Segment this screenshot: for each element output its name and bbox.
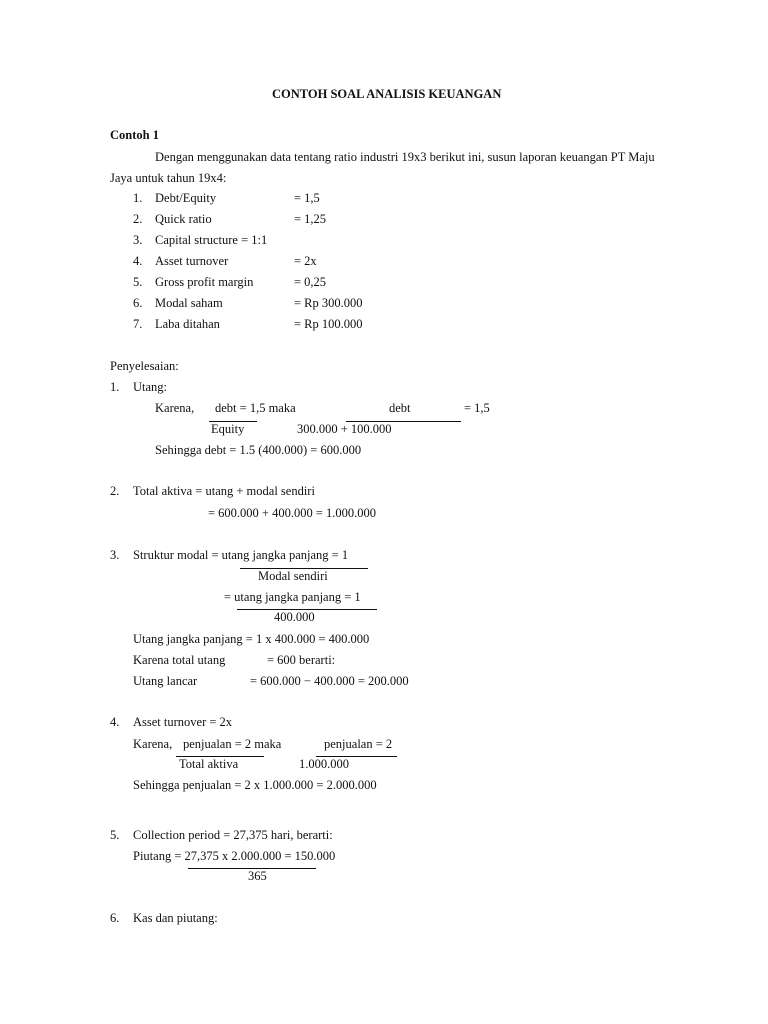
list-item-label: Gross profit margin <box>155 275 254 289</box>
list-item-value: = Rp 100.000 <box>294 317 363 331</box>
step-4-fraction-1-denominator: Total aktiva <box>179 757 239 771</box>
step-5-line-2: Piutang = 27,375 x 2.000.000 = 150.000 <box>133 849 336 863</box>
list-item-number: 6. <box>133 296 143 310</box>
step-number: 6. <box>110 911 120 925</box>
list-item-value: = 1,5 <box>294 191 320 205</box>
step-4-karena: Karena, <box>133 737 173 751</box>
list-item-label: Debt/Equity <box>155 191 217 205</box>
step-1-fraction-2-denominator: 300.000 + 100.000 <box>297 422 392 436</box>
step-number: 4. <box>110 715 120 729</box>
list-item-value: = 0,25 <box>294 275 327 289</box>
list-item-label: Capital structure = 1:1 <box>155 233 268 247</box>
step-5-line-1: Collection period = 27,375 hari, berarti: <box>133 828 333 842</box>
list-item-number: 5. <box>133 275 143 289</box>
list-item-number: 2. <box>133 212 143 226</box>
step-4-result: Sehingga penjualan = 2 x 1.000.000 = 2.000.000 <box>133 778 377 792</box>
list-item-number: 7. <box>133 317 143 331</box>
step-6-line-1: Kas dan piutang: <box>133 911 218 925</box>
list-item-number: 1. <box>133 191 143 205</box>
step-number: 3. <box>110 548 120 562</box>
step-4-line-1: Asset turnover = 2x <box>133 715 233 729</box>
step-3-line-4-label: Karena total utang <box>133 653 226 667</box>
list-item-label: Laba ditahan <box>155 317 220 331</box>
step-3-denominator-2: 400.000 <box>274 610 315 624</box>
step-4-fraction-2-numerator: penjualan = 2 <box>324 737 393 751</box>
list-item-value: = Rp 300.000 <box>294 296 363 310</box>
step-number: 5. <box>110 828 120 842</box>
step-1-fraction-1-denominator: Equity <box>211 422 245 436</box>
step-number: 1. <box>110 380 120 394</box>
step-1-fraction-2-equals: = 1,5 <box>464 401 490 415</box>
list-item-label: Modal saham <box>155 296 223 310</box>
step-2-line-2: = 600.000 + 400.000 = 1.000.000 <box>208 506 377 520</box>
step-3-line-1: Struktur modal = utang jangka panjang = 1 <box>133 548 349 562</box>
list-item-label: Asset turnover <box>155 254 229 268</box>
step-4-fraction-2-denominator: 1.000.000 <box>299 757 349 771</box>
step-1-fraction-1-numerator: debt = 1,5 maka <box>215 401 296 415</box>
step-3-line-2: = utang jangka panjang = 1 <box>224 590 361 604</box>
step-4-fraction-1-numerator: penjualan = 2 maka <box>183 737 282 751</box>
step-1-fraction-2-numerator: debt <box>389 401 411 415</box>
step-3-denominator-1: Modal sendiri <box>258 569 328 583</box>
step-number: 2. <box>110 484 120 498</box>
step-1-title: Utang: <box>133 380 168 394</box>
step-5-denominator: 365 <box>248 869 267 883</box>
solution-heading: Penyelesaian: <box>110 359 179 373</box>
step-1-result: Sehingga debt = 1.5 (400.000) = 600.000 <box>155 443 362 457</box>
list-item-value: = 2x <box>294 254 317 268</box>
step-3-line-3: Utang jangka panjang = 1 x 400.000 = 400.000 <box>133 632 370 646</box>
step-3-line-4-value: = 600 berarti: <box>267 653 336 667</box>
intro-line-1: Dengan menggunakan data tentang ratio industri 19x3 berikut ini, susun laporan keuangan PT Maju <box>155 150 655 164</box>
list-item-value: = 1,25 <box>294 212 327 226</box>
list-item-number: 4. <box>133 254 143 268</box>
page-title: CONTOH SOAL ANALISIS KEUANGAN <box>272 87 502 101</box>
step-3-line-5-label: Utang lancar <box>133 674 198 688</box>
step-2-line-1: Total aktiva = utang + modal sendiri <box>133 484 315 498</box>
list-item-label: Quick ratio <box>155 212 212 226</box>
intro-line-2: Jaya untuk tahun 19x4: <box>110 171 227 185</box>
step-1-karena: Karena, <box>155 401 195 415</box>
list-item-number: 3. <box>133 233 143 247</box>
example-heading: Contoh 1 <box>110 128 159 142</box>
step-3-line-5-value: = 600.000 − 400.000 = 200.000 <box>250 674 409 688</box>
